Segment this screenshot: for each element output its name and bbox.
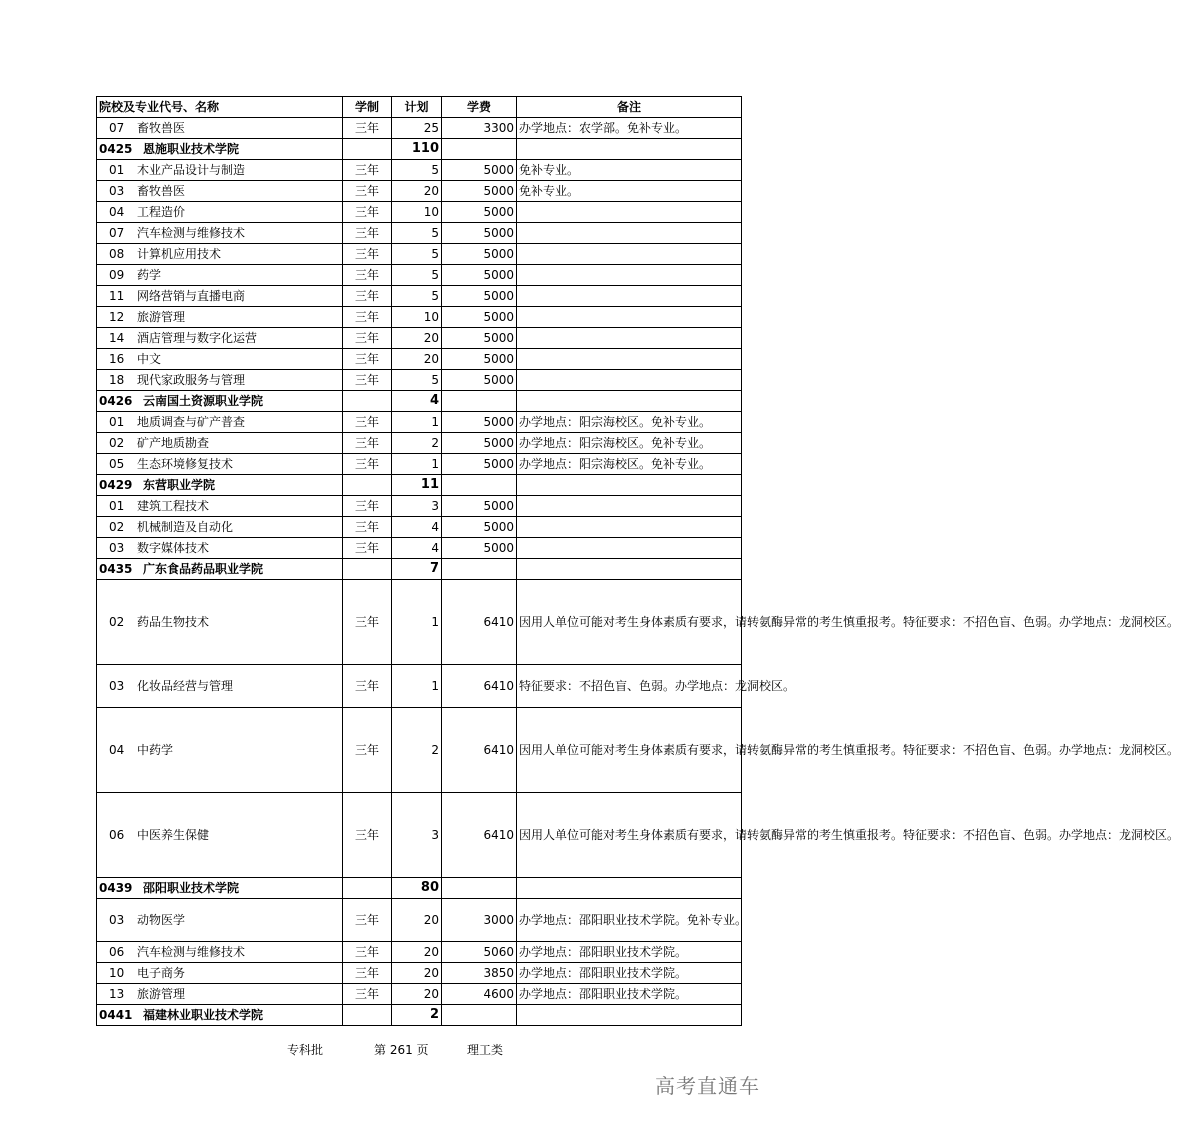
school-plan-total: 2 [392,1005,442,1026]
major-duration: 三年 [343,517,392,538]
school-code: 0439 [99,881,133,895]
major-notes [517,538,742,559]
watermark: 高考直通车 [655,1074,760,1098]
major-cell [97,454,343,475]
major-cell [97,265,343,286]
major-code: 06 [109,945,125,959]
school-notes-cell [517,1005,742,1026]
major-plan: 5 [392,160,442,181]
major-plan: 20 [392,942,442,963]
major-fee: 5000 [442,328,517,349]
table-body [97,118,1179,1026]
major-code: 05 [109,457,125,471]
major-row [97,433,742,454]
major-notes [517,496,742,517]
school-fee-cell [442,475,517,496]
major-row [97,538,742,559]
major-code: 18 [109,373,125,387]
major-name: 网络营销与直播电商 [137,289,246,303]
major-notes: 因用人单位可能对考生身体素质有要求，请转氨酶异常的考生慎重报考。特征要求：不招色盲、色弱。办学地点：龙洞校区。 [517,793,742,878]
major-name: 中药学 [137,743,174,757]
major-notes [517,202,742,223]
major-plan: 4 [392,517,442,538]
major-fee: 3000 [442,899,517,942]
major-row [97,349,742,370]
major-duration: 三年 [343,181,392,202]
major-name: 建筑工程技术 [137,499,210,513]
major-fee: 3850 [442,963,517,984]
major-cell [97,665,343,708]
major-fee: 5000 [442,265,517,286]
major-duration: 三年 [343,412,392,433]
major-name: 酒店管理与数字化运营 [137,331,258,345]
major-plan: 1 [392,580,442,665]
major-name: 畜牧兽医 [137,121,186,135]
major-row [97,286,742,307]
school-notes-cell [517,475,742,496]
school-duration-cell [343,139,392,160]
header-notes: 备注 [517,97,742,118]
header-name: 院校及专业代号、名称 [97,97,343,118]
major-row [97,181,742,202]
major-notes [517,223,742,244]
major-notes: 因用人单位可能对考生身体素质有要求，请转氨酶异常的考生慎重报考。特征要求：不招色盲、色弱。办学地点：龙洞校区。 [517,580,742,665]
header-fee: 学费 [442,97,517,118]
major-duration: 三年 [343,160,392,181]
major-fee: 5000 [442,370,517,391]
major-name: 化妆品经营与管理 [137,679,234,693]
major-cell [97,244,343,265]
major-fee: 5000 [442,307,517,328]
major-name: 中医养生保健 [137,828,210,842]
major-plan: 3 [392,496,442,517]
major-cell [97,412,343,433]
major-row [97,665,742,708]
major-plan: 20 [392,899,442,942]
major-name: 电子商务 [137,966,186,980]
major-duration: 三年 [343,370,392,391]
major-row [97,307,742,328]
major-plan: 1 [392,665,442,708]
major-plan: 5 [392,223,442,244]
school-duration-cell [343,475,392,496]
major-code: 04 [109,205,125,219]
school-row [97,878,742,899]
footer-category: 理工类 [467,1043,504,1057]
major-row [97,244,742,265]
major-code: 01 [109,415,125,429]
major-notes [517,307,742,328]
major-name: 现代家政服务与管理 [137,373,246,387]
major-notes [517,244,742,265]
major-notes: 特征要求：不招色盲、色弱。办学地点：龙洞校区。 [517,665,742,708]
major-code: 04 [109,743,125,757]
major-duration: 三年 [343,223,392,244]
major-cell [97,181,343,202]
school-cell [97,139,343,160]
major-cell [97,370,343,391]
school-code: 0441 [99,1008,133,1022]
major-duration: 三年 [343,265,392,286]
major-code: 01 [109,499,125,513]
major-fee: 6410 [442,793,517,878]
major-cell [97,160,343,181]
major-plan: 4 [392,538,442,559]
major-row [97,580,742,665]
major-fee: 6410 [442,580,517,665]
major-notes: 办学地点：阳宗海校区。免补专业。 [517,433,742,454]
major-code: 03 [109,679,125,693]
major-notes: 免补专业。 [517,160,742,181]
footer-page-number: 第 261 页 [374,1043,429,1057]
major-row [97,118,742,139]
major-duration: 三年 [343,942,392,963]
school-cell [97,559,343,580]
school-cell [97,475,343,496]
major-row [97,517,742,538]
major-row [97,412,742,433]
major-cell [97,433,343,454]
major-fee: 4600 [442,984,517,1005]
school-plan-total: 11 [392,475,442,496]
major-fee: 5000 [442,349,517,370]
school-duration-cell [343,878,392,899]
school-plan-total: 4 [392,391,442,412]
school-name: 邵阳职业技术学院 [143,881,240,895]
major-cell [97,307,343,328]
major-name: 机械制造及自动化 [137,520,234,534]
major-fee: 6410 [442,665,517,708]
major-cell [97,517,343,538]
school-fee-cell [442,1005,517,1026]
major-fee: 5000 [442,223,517,244]
major-name: 计算机应用技术 [137,247,222,261]
major-duration: 三年 [343,793,392,878]
major-notes: 办学地点：邵阳职业技术学院。免补专业。 [517,899,742,942]
major-code: 03 [109,184,125,198]
major-fee: 5000 [442,412,517,433]
major-duration: 三年 [343,538,392,559]
major-notes: 因用人单位可能对考生身体素质有要求，请转氨酶异常的考生慎重报考。特征要求：不招色盲、色弱。办学地点：龙洞校区。 [517,708,742,793]
major-code: 16 [109,352,125,366]
major-plan: 5 [392,286,442,307]
major-cell [97,349,343,370]
major-code: 11 [109,289,125,303]
school-code: 0426 [99,394,133,408]
major-duration: 三年 [343,244,392,265]
major-notes [517,349,742,370]
major-plan: 10 [392,202,442,223]
major-code: 07 [109,226,125,240]
school-row [97,1005,742,1026]
major-code: 08 [109,247,125,261]
school-name: 云南国土资源职业学院 [143,394,264,408]
major-plan: 5 [392,244,442,265]
major-plan: 20 [392,349,442,370]
major-fee: 5000 [442,538,517,559]
school-notes-cell [517,559,742,580]
major-plan: 25 [392,118,442,139]
school-cell [97,1005,343,1026]
major-cell [97,580,343,665]
major-plan: 5 [392,370,442,391]
major-duration: 三年 [343,349,392,370]
school-notes-cell [517,139,742,160]
school-cell [97,391,343,412]
major-cell [97,328,343,349]
major-fee: 6410 [442,708,517,793]
major-duration: 三年 [343,202,392,223]
major-row [97,370,742,391]
major-row [97,708,742,793]
major-name: 生态环境修复技术 [137,457,234,471]
major-duration: 三年 [343,984,392,1005]
major-cell [97,496,343,517]
major-duration: 三年 [343,307,392,328]
major-row [97,963,742,984]
major-cell [97,942,343,963]
major-code: 10 [109,966,125,980]
major-cell [97,286,343,307]
major-name: 药品生物技术 [137,615,210,629]
school-code: 0435 [99,562,133,576]
major-row [97,328,742,349]
admission-plan-table [96,96,1179,1026]
major-plan: 2 [392,708,442,793]
major-fee: 5000 [442,517,517,538]
major-row [97,454,742,475]
major-cell [97,118,343,139]
school-duration-cell [343,1005,392,1026]
school-row [97,391,742,412]
major-plan: 20 [392,328,442,349]
major-cell [97,899,343,942]
major-fee: 5000 [442,454,517,475]
major-code: 02 [109,436,125,450]
major-row [97,793,742,878]
school-fee-cell [442,139,517,160]
major-fee: 5060 [442,942,517,963]
major-plan: 5 [392,265,442,286]
major-code: 14 [109,331,125,345]
major-row [97,265,742,286]
major-notes: 办学地点：阳宗海校区。免补专业。 [517,454,742,475]
school-row [97,139,742,160]
major-row [97,202,742,223]
major-code: 06 [109,828,125,842]
major-name: 地质调查与矿产普查 [137,415,246,429]
major-fee: 5000 [442,202,517,223]
major-plan: 10 [392,307,442,328]
major-fee: 5000 [442,496,517,517]
header-duration: 学制 [343,97,392,118]
school-duration-cell [343,391,392,412]
school-notes-cell [517,391,742,412]
major-row [97,160,742,181]
major-notes: 办学地点：农学部。免补专业。 [517,118,742,139]
major-name: 中文 [137,352,162,366]
major-notes: 免补专业。 [517,181,742,202]
major-notes: 办学地点：邵阳职业技术学院。 [517,963,742,984]
major-code: 03 [109,541,125,555]
major-duration: 三年 [343,708,392,793]
school-notes-cell [517,878,742,899]
major-row [97,942,742,963]
major-row [97,984,742,1005]
major-duration: 三年 [343,665,392,708]
school-code: 0425 [99,142,133,156]
major-name: 汽车检测与维修技术 [137,226,246,240]
major-name: 畜牧兽医 [137,184,186,198]
major-duration: 三年 [343,328,392,349]
major-name: 数字媒体技术 [137,541,210,555]
major-code: 12 [109,310,125,324]
major-name: 药学 [137,268,162,282]
major-duration: 三年 [343,580,392,665]
major-name: 旅游管理 [137,987,186,1001]
major-plan: 1 [392,454,442,475]
major-cell [97,708,343,793]
school-plan-total: 110 [392,139,442,160]
major-plan: 20 [392,984,442,1005]
major-fee: 5000 [442,181,517,202]
school-name: 广东食品药品职业学院 [143,562,264,576]
major-row [97,496,742,517]
major-notes [517,370,742,391]
major-duration: 三年 [343,286,392,307]
major-code: 02 [109,615,125,629]
school-plan-total: 7 [392,559,442,580]
major-name: 木业产品设计与制造 [137,163,246,177]
page-footer [0,1041,793,1059]
major-cell [97,538,343,559]
major-notes [517,265,742,286]
major-name: 汽车检测与维修技术 [137,945,246,959]
major-code: 07 [109,121,125,135]
major-notes [517,286,742,307]
school-fee-cell [442,391,517,412]
major-cell [97,984,343,1005]
major-name: 工程造价 [137,205,186,219]
major-cell [97,223,343,244]
major-cell [97,202,343,223]
major-fee: 5000 [442,244,517,265]
major-code: 09 [109,268,125,282]
major-plan: 20 [392,181,442,202]
school-fee-cell [442,878,517,899]
school-fee-cell [442,559,517,580]
major-plan: 3 [392,793,442,878]
major-notes [517,517,742,538]
major-fee: 5000 [442,160,517,181]
major-code: 13 [109,987,125,1001]
major-cell [97,963,343,984]
school-duration-cell [343,559,392,580]
major-notes: 办学地点：邵阳职业技术学院。 [517,984,742,1005]
school-plan-total: 80 [392,878,442,899]
major-cell [97,793,343,878]
major-duration: 三年 [343,118,392,139]
school-name: 恩施职业技术学院 [143,142,240,156]
major-code: 01 [109,163,125,177]
major-row [97,223,742,244]
school-row [97,475,742,496]
school-name: 东营职业学院 [143,478,216,492]
major-duration: 三年 [343,454,392,475]
school-cell [97,878,343,899]
major-name: 旅游管理 [137,310,186,324]
major-fee: 3300 [442,118,517,139]
school-code: 0429 [99,478,133,492]
major-plan: 2 [392,433,442,454]
footer-batch: 专科批 [287,1043,324,1057]
table-header-row [97,97,742,118]
school-row [97,559,742,580]
major-notes [517,328,742,349]
major-duration: 三年 [343,963,392,984]
major-duration: 三年 [343,496,392,517]
major-fee: 5000 [442,433,517,454]
major-fee: 5000 [442,286,517,307]
major-duration: 三年 [343,899,392,942]
school-name: 福建林业职业技术学院 [143,1008,264,1022]
major-plan: 20 [392,963,442,984]
header-plan: 计划 [392,97,442,118]
major-name: 矿产地质勘查 [137,436,210,450]
major-code: 02 [109,520,125,534]
major-notes: 办学地点：邵阳职业技术学院。 [517,942,742,963]
major-row [97,899,742,942]
major-notes: 办学地点：阳宗海校区。免补专业。 [517,412,742,433]
major-name: 动物医学 [137,913,186,927]
major-code: 03 [109,913,125,927]
major-duration: 三年 [343,433,392,454]
major-plan: 1 [392,412,442,433]
